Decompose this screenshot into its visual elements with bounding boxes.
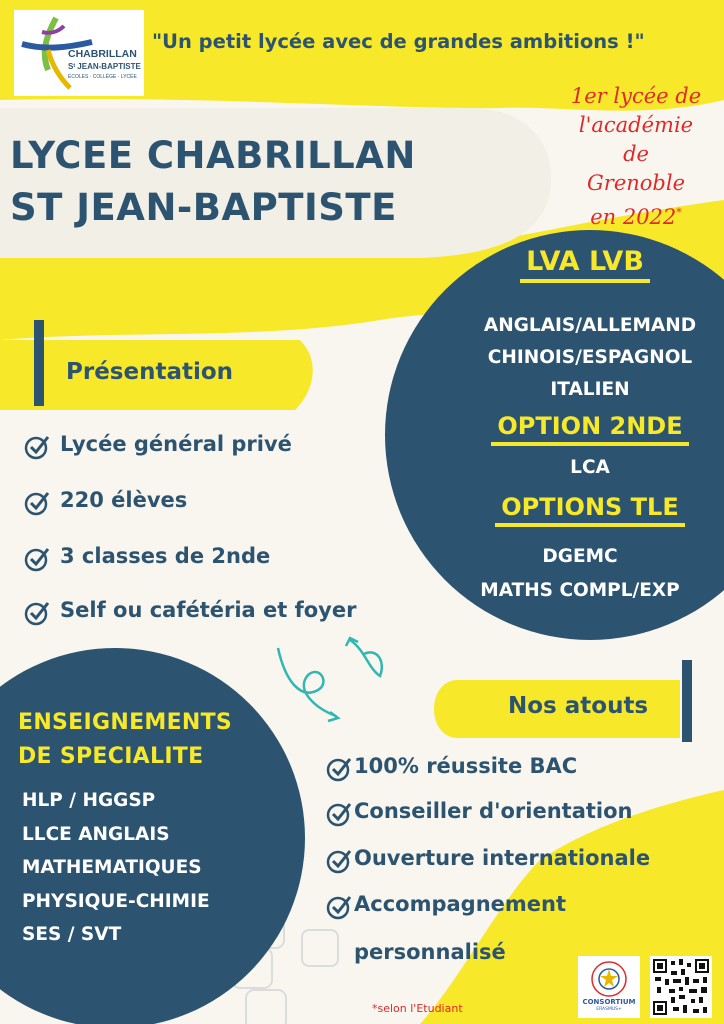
languages-panel — [440, 246, 724, 283]
optiontle-list — [430, 540, 724, 608]
list-item — [24, 540, 364, 576]
optiontle-heading — [440, 493, 724, 527]
consortium-badge — [578, 956, 640, 1018]
atouts-heading: Nos atouts — [508, 693, 649, 719]
list-item-text: Accompagnement — [354, 892, 566, 916]
award-line3: Grenoble — [587, 171, 685, 195]
award-line1: 1er lycée de — [570, 84, 702, 108]
check-circle-icon — [326, 756, 352, 782]
consortium-label: CONSORTIUM — [582, 998, 636, 1006]
list-item — [326, 797, 721, 833]
option2-heading-text: OPTION 2NDE — [491, 412, 688, 446]
specialites-list — [22, 784, 210, 952]
title-line2: ST JEAN-BAPTISTE — [10, 186, 397, 229]
language-item: ITALIEN — [550, 379, 630, 400]
logo-tag: ÉCOLES · COLLÈGE · LYCÉE — [68, 74, 137, 80]
specialites-heading-line1: ENSEIGNEMENTS — [18, 710, 233, 735]
award-star: * — [676, 206, 682, 219]
list-item-text-continued: personnalisé — [354, 940, 506, 964]
specialite-item: HLP / HGGSP — [22, 790, 156, 811]
qr-code[interactable] — [650, 956, 712, 1018]
optiontle-heading-text: OPTIONS TLE — [495, 493, 684, 527]
check-circle-icon — [24, 490, 50, 516]
footnote: *selon l'Etudiant — [372, 1002, 463, 1015]
list-item-text: 100% réussite BAC — [354, 754, 578, 778]
languages-heading — [440, 246, 724, 283]
languages-heading-text: LVA LVB — [520, 246, 650, 283]
title-line1: LYCEE CHABRILLAN — [10, 134, 416, 177]
check-circle-icon — [24, 600, 50, 626]
check-circle-icon — [24, 434, 50, 460]
list-item-text: Lycée général privé — [60, 432, 292, 456]
list-item-text: Conseiller d'orientation — [354, 799, 633, 823]
list-item-text: 3 classes de 2nde — [60, 544, 271, 568]
presentation-heading: Présentation — [66, 359, 234, 385]
list-item — [326, 890, 721, 966]
specialite-item: PHYSIQUE-CHIMIE — [22, 890, 210, 912]
check-circle-icon — [326, 894, 352, 920]
specialite-item: LLCE ANGLAIS — [22, 823, 170, 845]
page-title — [10, 130, 416, 234]
logo-name: CHABRILLAN — [68, 48, 137, 60]
slogan: "Un petit lycée avec de grandes ambitions !" — [152, 30, 645, 53]
school-logo — [14, 10, 144, 96]
qr-code-icon — [653, 959, 709, 1015]
specialite-item: MATHEMATIQUES — [22, 857, 202, 878]
language-item: CHINOIS/ESPAGNOL — [487, 347, 693, 368]
list-item — [326, 752, 721, 788]
list-item — [24, 484, 364, 520]
optiontle-item: DGEMC — [542, 546, 618, 567]
award-line2: l'académie de — [578, 113, 694, 166]
specialite-item: SES / SVT — [22, 924, 122, 945]
list-item — [24, 428, 364, 464]
optiontle-item: MATHS COMPL/EXP — [480, 580, 680, 601]
award-year: en 2022 — [590, 205, 677, 229]
list-item-text: Self ou cafétéria et foyer — [60, 598, 357, 622]
check-circle-icon — [326, 848, 352, 874]
option2-item: LCA — [570, 457, 610, 478]
check-circle-icon — [24, 546, 50, 572]
list-item-text: 220 élèves — [60, 488, 188, 512]
award-line4 — [566, 198, 706, 232]
star-circle-icon — [589, 959, 629, 999]
specialites-heading-line2: DE SPECIALITE — [18, 744, 204, 769]
language-item: ANGLAIS/ALLEMAND — [483, 315, 697, 336]
specialites-heading — [18, 706, 232, 774]
option2-heading — [440, 412, 724, 446]
list-item — [326, 844, 721, 880]
check-circle-icon — [326, 801, 352, 827]
list-item-text: Ouverture internationale — [354, 846, 651, 870]
languages-list — [440, 310, 724, 406]
logo-subname: Sᵗ JEAN-BAPTISTE — [68, 62, 141, 71]
award-note — [566, 82, 706, 232]
consortium-sub: ERASMUS+ — [596, 1007, 622, 1012]
list-item — [24, 594, 424, 630]
